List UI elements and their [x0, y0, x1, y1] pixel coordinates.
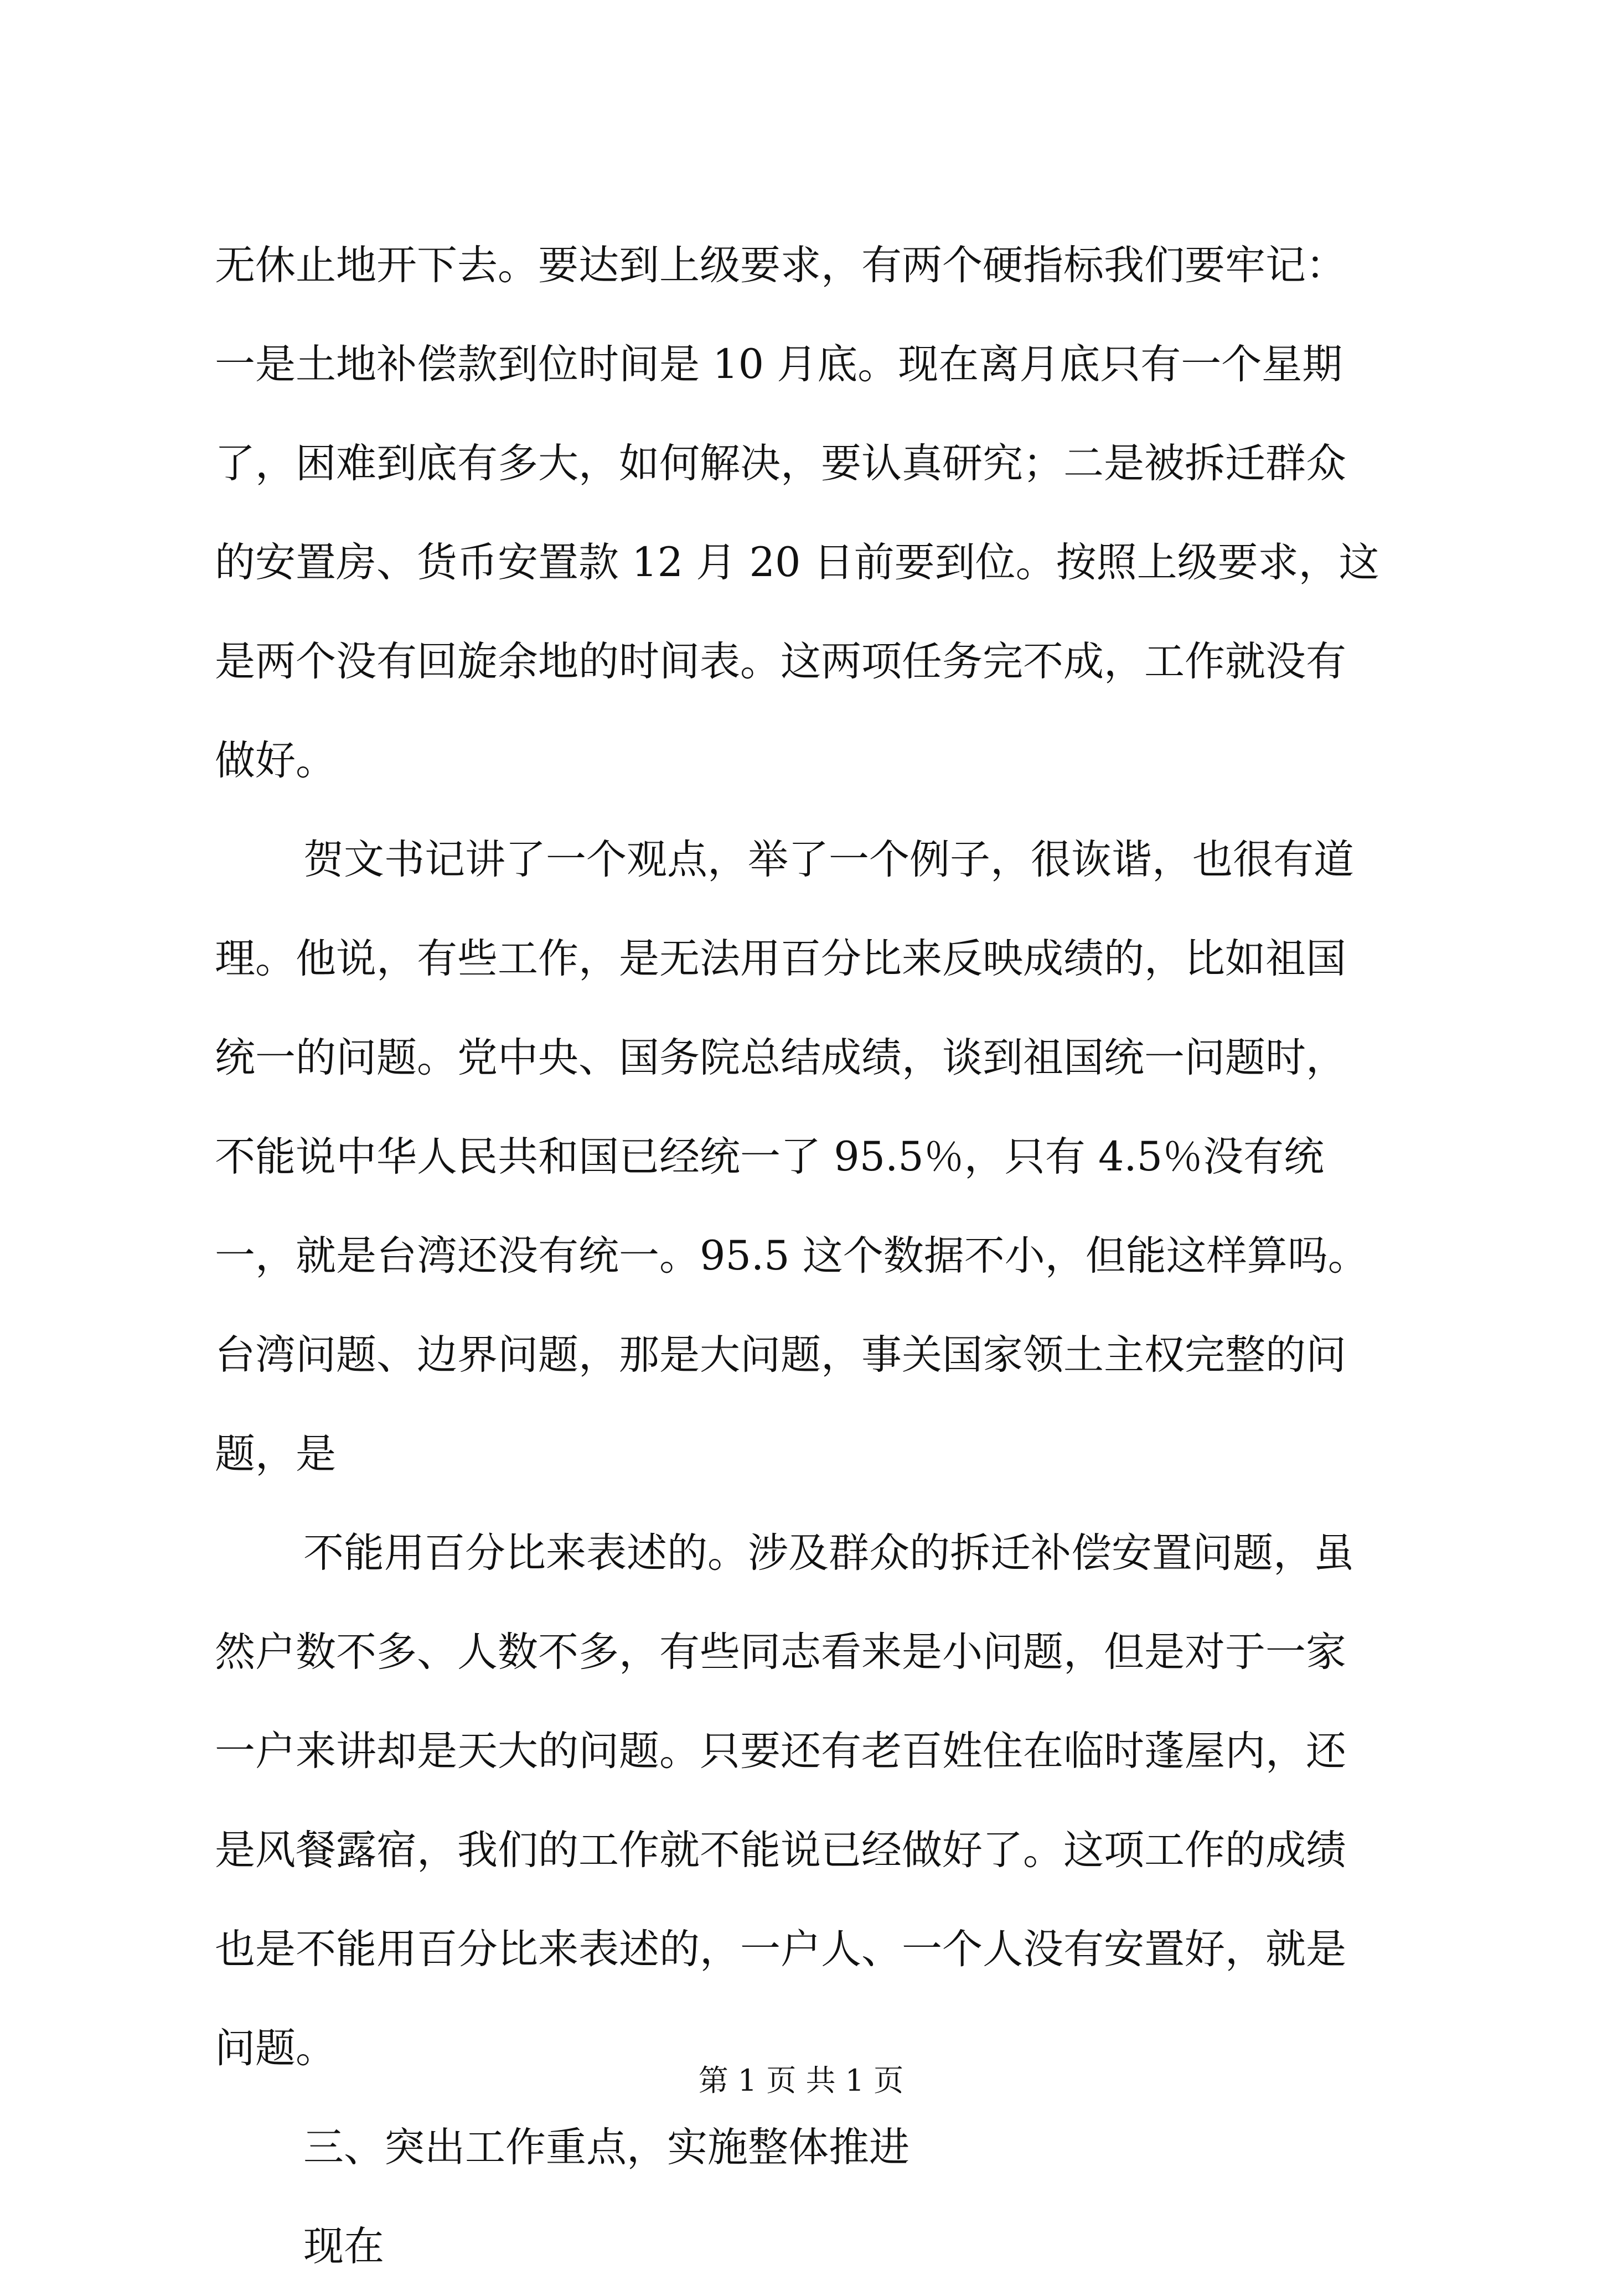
text-line: 也是不能用百分比来表述的，一户人、一个人没有安置好，就是 — [215, 1926, 1346, 1973]
text-line: 一是土地补偿款到位时间是 10 月底。现在离月底只有一个星期 — [215, 341, 1343, 388]
text-line: 然户数不多、人数不多，有些同志看来是小问题，但是对于一家 — [215, 1629, 1346, 1676]
text-line: 是风餐露宿，我们的工作就不能说已经做好了。这项工作的成绩 — [215, 1827, 1346, 1874]
section-heading: 三、突出工作重点，实施整体推进 — [303, 2124, 909, 2171]
text-line: 是两个没有回旋余地的时间表。这两项任务完不成，工作就没有 — [215, 638, 1346, 685]
text-line: 理。他说，有些工作，是无法用百分比来反映成绩的，比如祖国 — [215, 935, 1346, 982]
paragraph-first-line: 现在 — [303, 2223, 384, 2270]
page-footer — [0, 2059, 1602, 2103]
page-number-label: 第 1 页 共 1 页 — [698, 2063, 904, 2098]
text-line: 题，是 — [215, 1431, 336, 1478]
text-line: 一，就是台湾还没有统一。95.5 这个数据不小，但能这样算吗。 — [215, 1232, 1368, 1279]
text-line: 一户来讲却是天大的问题。只要还有老百姓住在临时蓬屋内，还 — [215, 1728, 1346, 1775]
text-line: 的安置房、货币安置款 12 月 20 日前要到位。按照上级要求，这 — [215, 539, 1379, 586]
text-line: 做好。 — [215, 737, 336, 784]
text-line: 了，困难到底有多大，如何解决，要认真研究；二是被拆迁群众 — [215, 440, 1346, 487]
text-line: 问题。 — [215, 2025, 336, 2072]
text-line: 不能说中华人民共和国已经统一了 95.5％，只有 4.5％没有统 — [215, 1133, 1325, 1180]
paragraph-first-line: 不能用百分比来表述的。涉及群众的拆迁补偿安置问题，虽 — [303, 1530, 1354, 1577]
text-line: 无休止地开下去。要达到上级要求，有两个硬指标我们要牢记： — [215, 242, 1346, 289]
text-line: 统一的问题。党中央、国务院总结成绩，谈到祖国统一问题时， — [215, 1034, 1346, 1081]
document-body — [215, 216, 1394, 2296]
paragraph-first-line: 贺文书记讲了一个观点，举了一个例子，很诙谐，也很有道 — [303, 836, 1354, 883]
text-line: 台湾问题、边界问题，那是大问题，事关国家领土主权完整的问 — [215, 1331, 1346, 1378]
